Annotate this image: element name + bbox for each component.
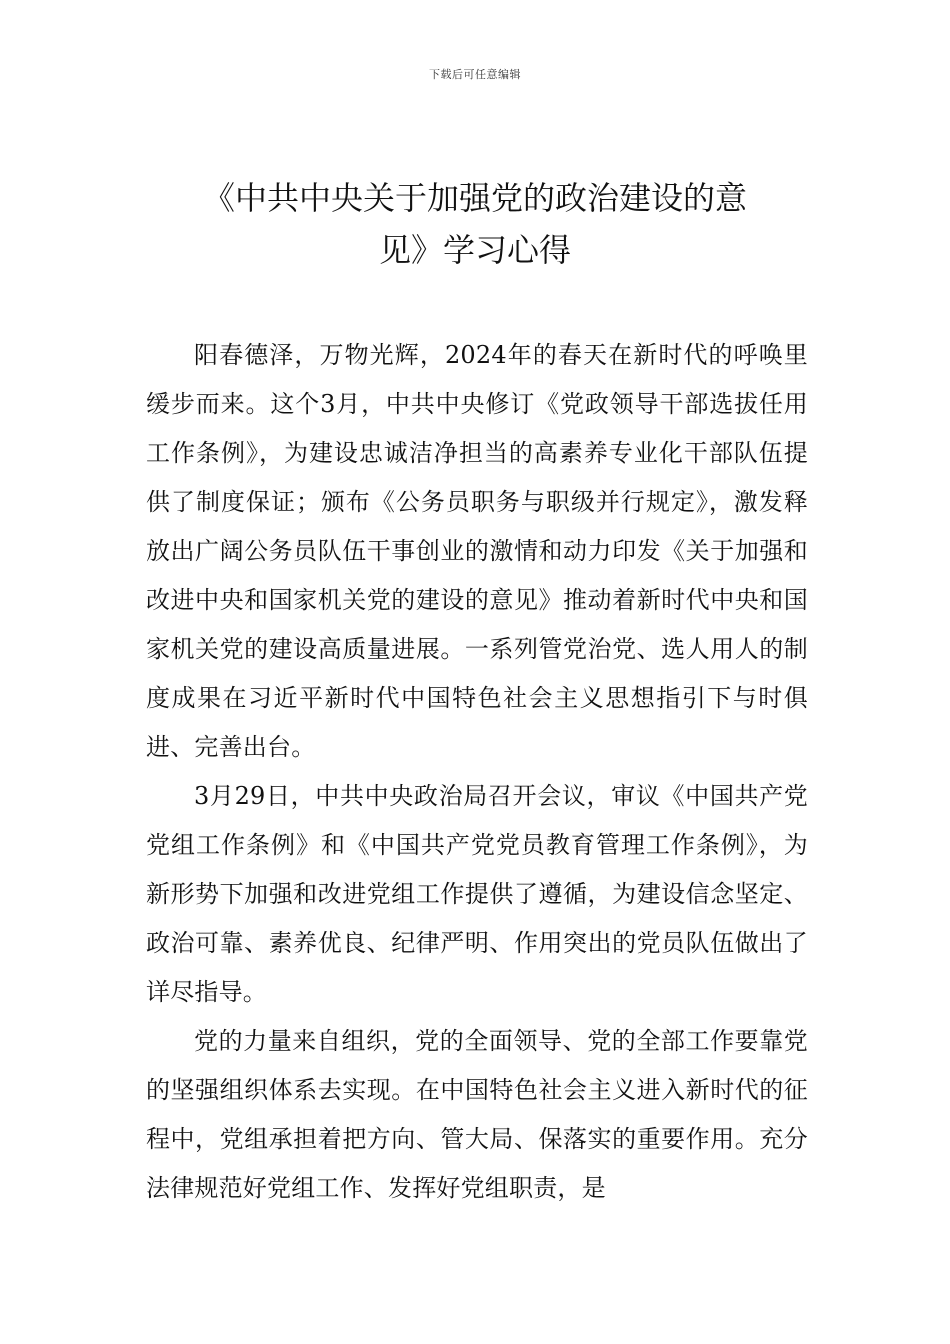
paragraph: 3月29日，中共中央政治局召开会议，审议《中国共产党党组工作条例》和《中国共产党党员教育管理工作条例》，为新形势下加强和改进党组工作提供了遵循，为建设信念坚定、政治可靠、素养优良、纪律严明、作用突出的党员队伍做出了详尽指导。 xyxy=(146,782,808,1006)
paragraph: 党的力量来自组织，党的全面领导、党的全部工作要靠党的坚强组织体系去实现。在中国特色社会主义进入新时代的征程中，党组承担着把方向、管大局、保落实的重要作用。充分法律规范好党组工作、发挥好党组职责，是 xyxy=(146,1027,808,1202)
paragraph: 阳春德泽，万物光辉，2024年的春天在新时代的呼唤里缓步而来。这个3月，中共中央修订《党政领导干部选拔任用工作条例》，为建设忠诚洁净担当的高素养专业化干部队伍提供了制度保证；颁布《公务员职务与职级并行规定》，激发释放出广阔公务员队伍干事创业的激情和动力印发《关于加强和改进中央和国家机关党的建设的意见》推动着新时代中央和国家机关党的建设高质量进展。一系列管党治党、选人用人的制度成果在习近平新时代中国特色社会主义思想指引下与时俱进、完善出台。 xyxy=(146,341,808,761)
title-line-1: 《中共中央关于加强党的政治建设的意 xyxy=(202,179,747,217)
document-body xyxy=(146,331,808,1213)
page-header-note: 下载后可任意编辑 xyxy=(429,68,521,81)
title-line-2: 见》学习心得 xyxy=(378,231,571,269)
document-title xyxy=(150,172,800,276)
